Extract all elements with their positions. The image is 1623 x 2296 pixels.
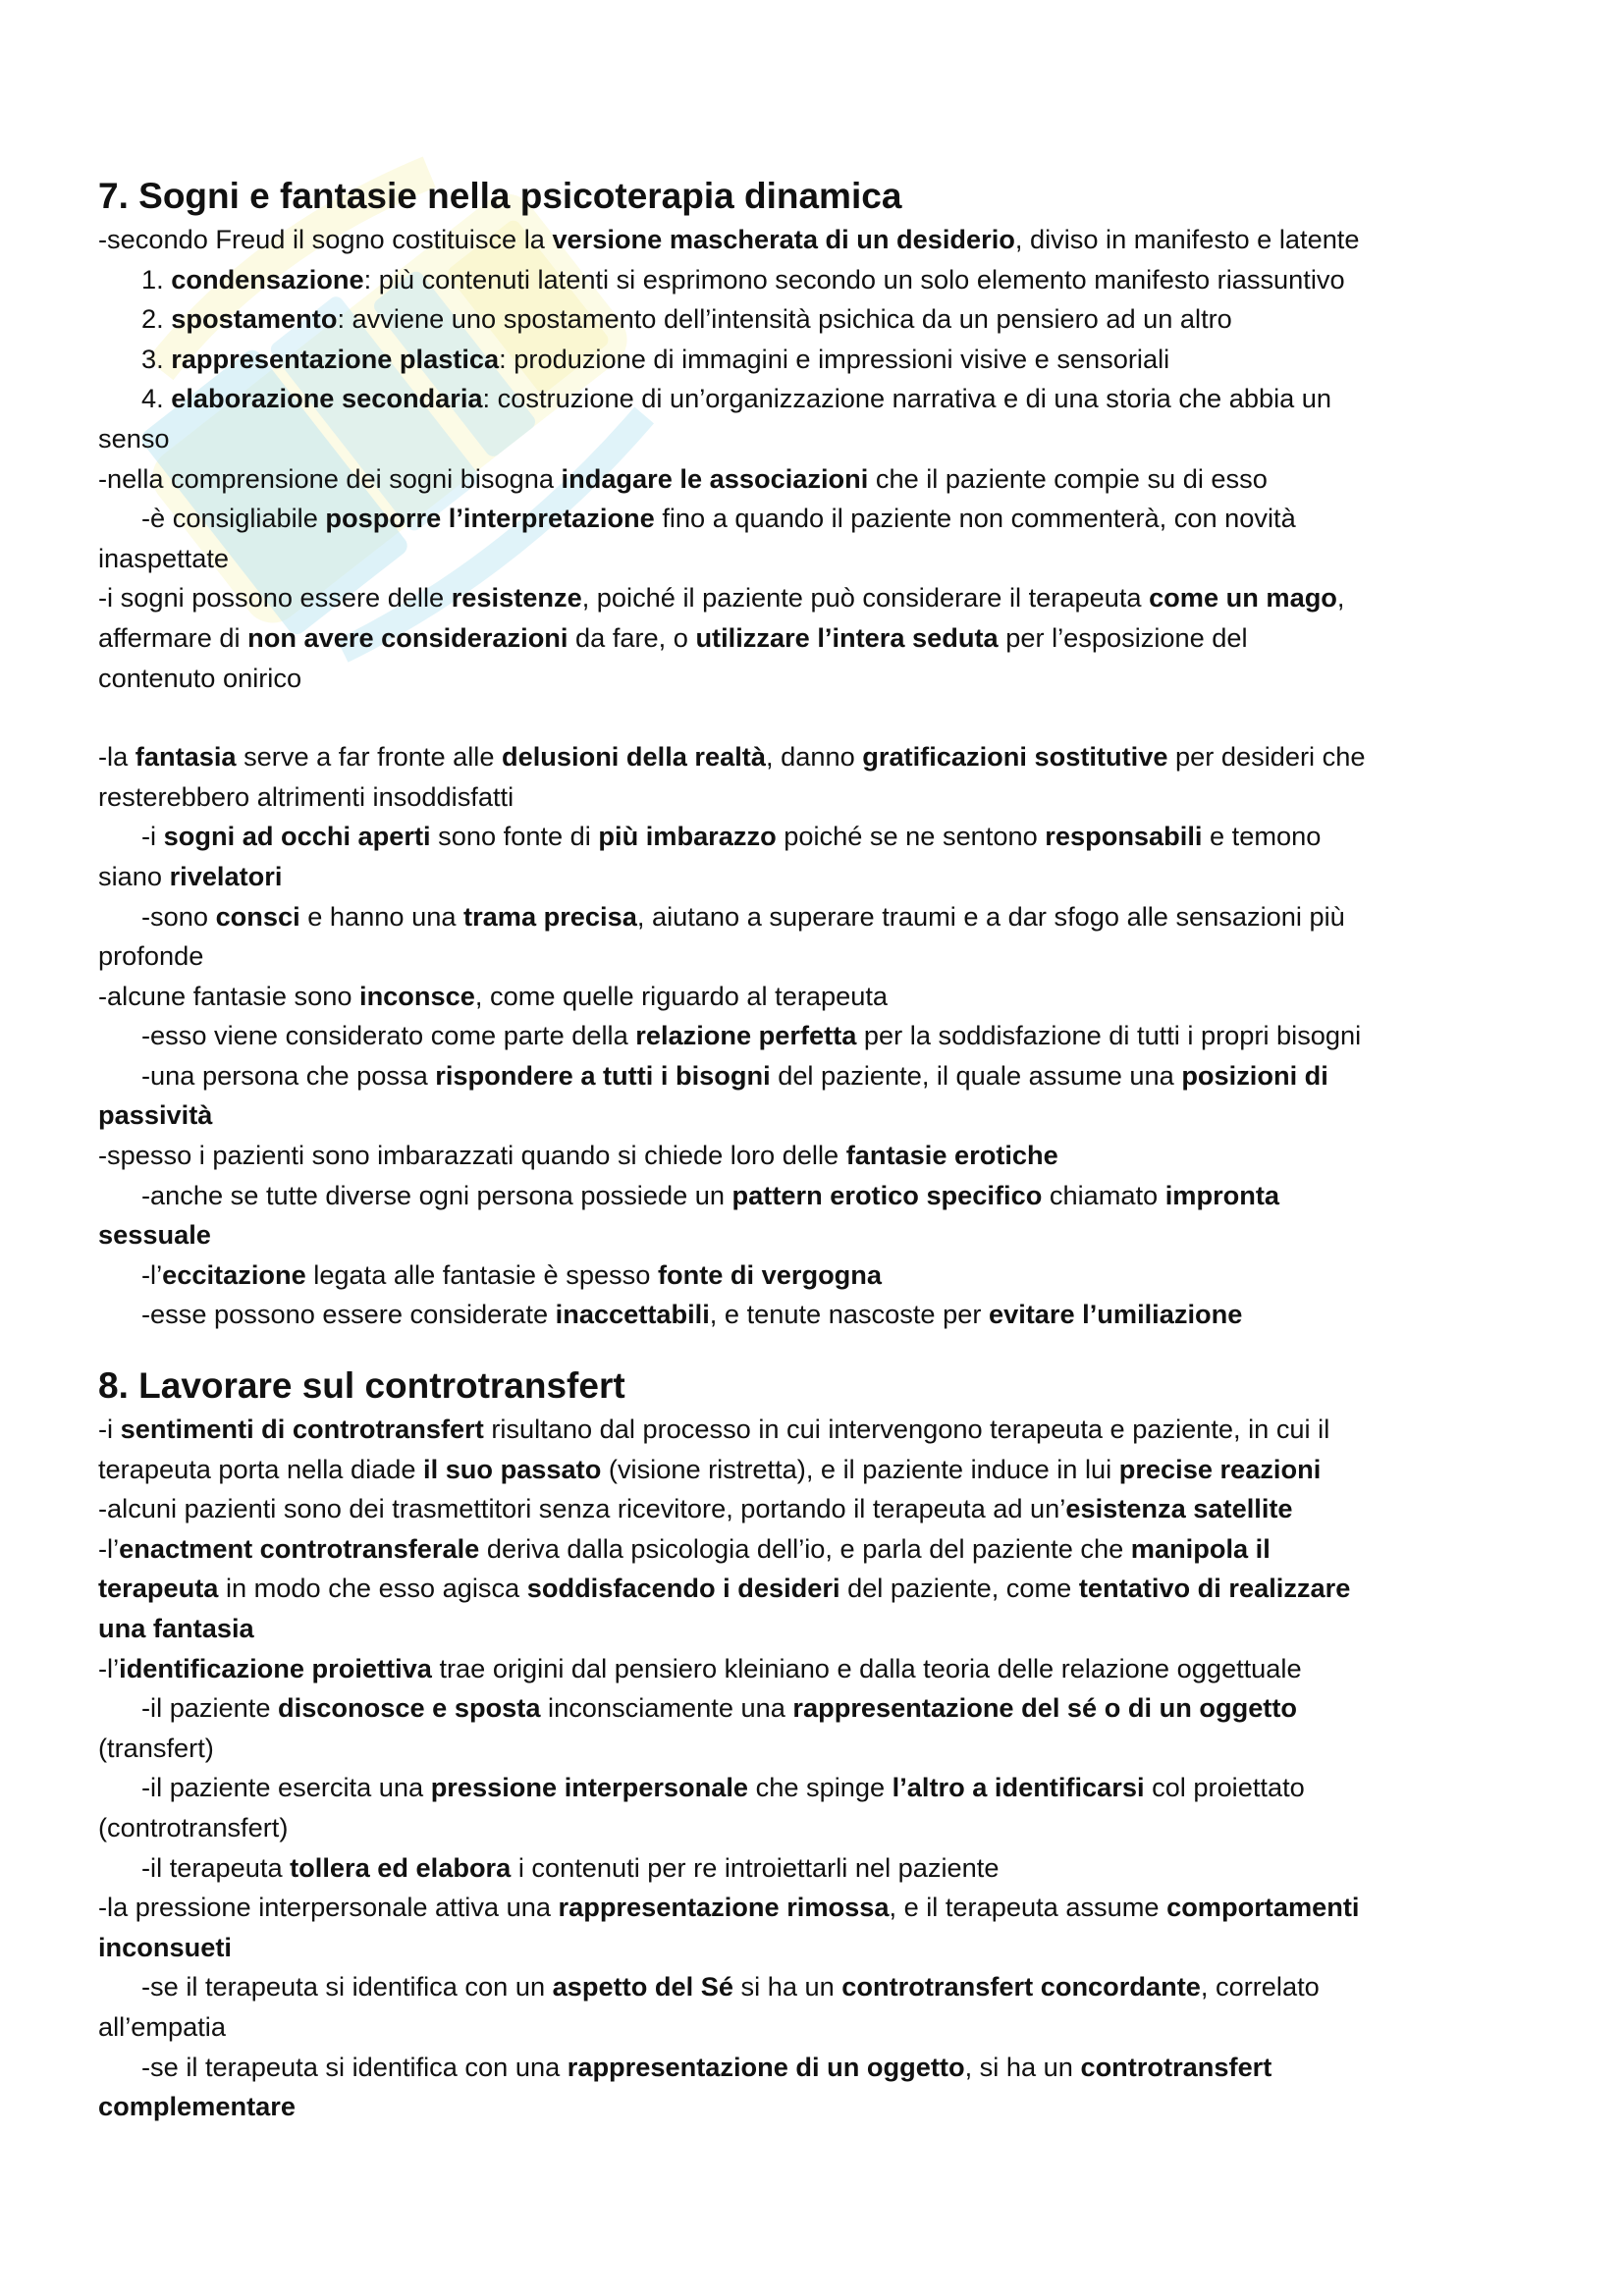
bold-text: disconosce e sposta xyxy=(278,1692,541,1724)
bold-text: rappresentazione rimossa xyxy=(558,1892,890,1923)
text-run: siano xyxy=(98,860,170,891)
text-line xyxy=(98,1768,1542,1808)
text-run: -se il terapeuta si identifica con una xyxy=(141,2051,568,2082)
text-run: -alcuni pazienti sono dei trasmettitori senza ricevitore, portando il terapeuta ad un’ xyxy=(98,1493,1066,1524)
text-run: -l’ xyxy=(98,1532,120,1564)
bold-text: trama precisa xyxy=(463,900,637,932)
text-run: senso xyxy=(98,422,170,454)
text-run: col proiettato xyxy=(1144,1772,1305,1803)
text-run: i contenuti per re introiettarli nel paziente xyxy=(511,1851,1000,1883)
text-line xyxy=(98,936,1542,977)
text-run: deriva dalla psicologia dell’io, e parla del paziente che xyxy=(479,1532,1131,1564)
bold-text: gratificazioni sostitutive xyxy=(862,741,1168,773)
text-run: serve a far fronte alle xyxy=(236,741,503,773)
bold-text: complementare xyxy=(98,2091,296,2122)
text-line xyxy=(98,499,1542,539)
text-run: -esse possono essere considerate xyxy=(141,1299,556,1330)
text-run: -il terapeuta xyxy=(141,1851,291,1883)
text-run: , poiché il paziente può considerare il terapeuta xyxy=(581,582,1150,614)
section-7-intro xyxy=(98,220,1542,260)
bold-text: versione mascherata di un desiderio xyxy=(552,224,1015,254)
text-run: risultano dal processo in cui intervengono terapeuta e paziente, in cui il xyxy=(483,1414,1330,1445)
bold-text: il suo passato xyxy=(423,1453,602,1484)
text-line xyxy=(98,2048,1542,2088)
bold-text: sogni ad occhi aperti xyxy=(163,821,431,852)
text-line xyxy=(98,1489,1542,1529)
section-7-title: 7. Sogni e fantasie nella psicoterapia dinamica xyxy=(98,176,902,216)
text-line xyxy=(98,1928,1542,1968)
text-run: (transfert) xyxy=(98,1732,214,1763)
text-line xyxy=(98,618,1542,659)
bold-text: enactment controtransferale xyxy=(119,1532,480,1564)
text-run: : costruzione di un’organizzazione narrativa e di una storia che abbia un xyxy=(482,383,1332,414)
bold-text: inconsce xyxy=(359,980,475,1011)
text-line xyxy=(98,1649,1542,1689)
text-run: che spinge xyxy=(748,1772,893,1803)
bold-text: resistenze xyxy=(451,582,582,614)
text-run: , come quelle riguardo al terapeuta xyxy=(474,980,889,1011)
text-run: -l’ xyxy=(98,1652,120,1683)
bold-text: condensazione xyxy=(171,263,364,294)
text-run: -secondo Freud il sogno costituisce la xyxy=(98,224,553,254)
text-run: trae origini dal pensiero kleiniano e dalla teoria delle relazione oggettuale xyxy=(431,1652,1302,1683)
text-line xyxy=(98,1888,1542,1928)
text-run: -l’ xyxy=(141,1258,163,1290)
bold-text: spostamento xyxy=(171,303,338,335)
text-run: -una persona che possa xyxy=(141,1059,436,1091)
section-8-body xyxy=(98,1410,1542,2127)
text-line xyxy=(98,578,1542,618)
text-run: da fare, o xyxy=(568,621,696,653)
numbered-item xyxy=(98,299,1542,340)
text-run: chiamato xyxy=(1042,1179,1165,1210)
text-run: , diviso in manifesto e latente xyxy=(1014,224,1360,254)
bold-text: esistenza satellite xyxy=(1065,1493,1293,1524)
text-run: , danno xyxy=(765,741,863,773)
bold-text: rappresentazione plastica xyxy=(171,343,500,374)
bold-text: terapeuta xyxy=(98,1573,219,1604)
bold-text: fantasie erotiche xyxy=(845,1140,1058,1171)
text-line xyxy=(98,459,1542,500)
bold-text: identificazione proiettiva xyxy=(119,1652,432,1683)
bold-text: tentativo di realizzare xyxy=(1078,1573,1351,1604)
text-run: 1. xyxy=(141,263,172,294)
bold-text: manipola il xyxy=(1130,1532,1271,1564)
text-line xyxy=(98,1176,1542,1216)
bold-text: relazione perfetta xyxy=(635,1020,857,1051)
text-run: inconsciamente una xyxy=(540,1692,793,1724)
text-run: del paziente, il quale assume una xyxy=(770,1059,1182,1091)
text-run: , aiutano a superare traumi e a dar sfogo alle sensazioni più xyxy=(636,900,1345,932)
text-run: per desideri che xyxy=(1167,741,1366,773)
text-line xyxy=(98,1095,1542,1136)
text-line xyxy=(98,1569,1542,1609)
bold-text: non avere considerazioni xyxy=(247,621,568,653)
text-line xyxy=(98,737,1542,777)
bold-text: pattern erotico specifico xyxy=(731,1179,1043,1210)
text-run: -i sogni possono essere delle xyxy=(98,582,452,614)
text-run: e temono xyxy=(1202,821,1322,852)
bold-text: sentimenti di controtransfert xyxy=(120,1414,484,1445)
text-run: , xyxy=(1336,582,1345,614)
text-line xyxy=(98,419,1542,459)
text-run: inaspettate xyxy=(98,542,230,573)
text-run: , si ha un xyxy=(964,2051,1081,2082)
text-line xyxy=(98,1410,1542,1450)
bold-text: come un mago xyxy=(1149,582,1337,614)
text-run: -i xyxy=(141,821,164,852)
text-run: contenuto onirico xyxy=(98,662,302,693)
text-run: -nella comprensione dei sogni bisogna xyxy=(98,462,562,494)
text-line xyxy=(98,817,1542,857)
bold-text: controtransfert concordante xyxy=(841,1971,1201,2002)
bold-text: utilizzare l’intera seduta xyxy=(695,621,999,653)
text-run: -spesso i pazienti sono imbarazzati quando si chiede loro delle xyxy=(98,1140,846,1171)
bold-text: rappresentazione del sé o di un oggetto xyxy=(792,1692,1298,1724)
bold-text: fonte di vergogna xyxy=(657,1258,883,1290)
text-line xyxy=(98,659,1542,699)
text-run: (visione ristretta), e il paziente induce in lui xyxy=(601,1453,1119,1484)
text-line xyxy=(98,1967,1542,2007)
text-run: -esso viene considerato come parte della xyxy=(141,1020,636,1051)
text-run: 2. xyxy=(141,303,172,335)
text-run: -la xyxy=(98,741,135,773)
text-run: -se il terapeuta si identifica con un xyxy=(141,1971,553,2002)
text-run: 3. xyxy=(141,343,172,374)
text-run: del paziente, come xyxy=(839,1573,1079,1604)
text-line xyxy=(98,1136,1542,1176)
text-run: -la pressione interpersonale attiva una xyxy=(98,1892,559,1923)
text-run: -è consigliabile xyxy=(141,503,326,534)
text-run: -alcune fantasie sono xyxy=(98,980,360,1011)
text-run: -il paziente xyxy=(141,1692,279,1724)
text-line xyxy=(98,777,1542,818)
bold-text: inconsueti xyxy=(98,1931,232,1962)
text-line xyxy=(98,2007,1542,2048)
text-line xyxy=(98,1215,1542,1255)
bold-text: eccitazione xyxy=(162,1258,306,1290)
bold-text: evitare l’umiliazione xyxy=(988,1299,1243,1330)
bold-text: rappresentazione di un oggetto xyxy=(567,2051,965,2082)
bold-text: l’altro a identificarsi xyxy=(892,1772,1145,1803)
text-run: si ha un xyxy=(732,1971,842,2002)
bold-text: più imbarazzo xyxy=(598,821,777,852)
text-line xyxy=(98,1016,1542,1056)
text-run: affermare di xyxy=(98,621,248,653)
text-run: e hanno una xyxy=(299,900,464,932)
text-line xyxy=(98,1255,1542,1296)
numbered-item xyxy=(98,340,1542,380)
text-run: (controtransfert) xyxy=(98,1811,289,1842)
text-run: 4. xyxy=(141,383,172,414)
text-run: : produzione di immagini e impressioni visive e sensoriali xyxy=(499,343,1170,374)
text-line xyxy=(98,539,1542,579)
text-run: sono fonte di xyxy=(430,821,599,852)
bold-text: impronta xyxy=(1164,1179,1280,1210)
bold-text: aspetto del Sé xyxy=(552,1971,733,2002)
text-line xyxy=(98,220,1542,260)
bold-text: rivelatori xyxy=(169,860,283,891)
text-run: terapeuta porta nella diade xyxy=(98,1453,424,1484)
section-7-numbered-list xyxy=(98,260,1542,419)
text-run: -il paziente esercita una xyxy=(141,1772,431,1803)
text-run: -anche se tutte diverse ogni persona possiede un xyxy=(141,1179,732,1210)
numbered-item xyxy=(98,260,1542,300)
text-run: , e tenute nascoste per xyxy=(709,1299,989,1330)
bold-text: sessuale xyxy=(98,1219,211,1251)
bold-text: controtransfert xyxy=(1080,2051,1272,2082)
text-run: profonde xyxy=(98,940,204,972)
text-run: fino a quando il paziente non commenterà, con novità xyxy=(654,503,1296,534)
section-8-title: 8. Lavorare sul controtransfert xyxy=(98,1365,625,1407)
bold-text: fantasia xyxy=(135,741,237,773)
bold-text: comportamenti xyxy=(1166,1892,1360,1923)
text-run: : più contenuti latenti si esprimono secondo un solo elemento manifesto riassuntivo xyxy=(363,263,1345,294)
bold-text: tollera ed elabora xyxy=(290,1851,512,1883)
text-line xyxy=(98,1295,1542,1335)
bold-text: rispondere a tutti i bisogni xyxy=(435,1059,771,1091)
text-line xyxy=(98,1808,1542,1848)
text-run: : avviene uno spostamento dell’intensità psichica da un pensiero ad un altro xyxy=(337,303,1232,335)
document-page xyxy=(98,173,1542,2127)
bold-text: responsabili xyxy=(1045,821,1203,852)
bold-text: precise reazioni xyxy=(1118,1453,1322,1484)
text-line xyxy=(98,1848,1542,1889)
text-run: che il paziente compie su di esso xyxy=(868,462,1268,494)
bold-text: pressione interpersonale xyxy=(430,1772,749,1803)
text-run: per l’esposizione del xyxy=(998,621,1248,653)
paragraph-gap xyxy=(98,698,1542,737)
text-line xyxy=(98,1609,1542,1649)
bold-text: inaccettabili xyxy=(555,1299,710,1330)
text-run: all’empatia xyxy=(98,2010,226,2042)
bold-text: soddisfacendo i desideri xyxy=(526,1573,840,1604)
text-line xyxy=(98,1056,1542,1096)
text-line xyxy=(98,1529,1542,1570)
bold-text: passività xyxy=(98,1099,213,1131)
text-run: resterebbero altrimenti insoddisfatti xyxy=(98,780,514,812)
text-line xyxy=(98,1450,1542,1490)
text-run: poiché se ne sentono xyxy=(776,821,1046,852)
bold-text: posizioni di xyxy=(1181,1059,1328,1091)
text-line xyxy=(98,977,1542,1017)
section-7-body xyxy=(98,419,1542,1335)
text-run: -i xyxy=(98,1414,121,1445)
bold-text: indagare le associazioni xyxy=(561,462,869,494)
text-line xyxy=(98,897,1542,937)
text-line xyxy=(98,1729,1542,1769)
bold-text: delusioni della realtà xyxy=(502,741,766,773)
text-run: in modo che esso agisca xyxy=(218,1573,527,1604)
text-run: per la soddisfazione di tutti i propri bisogni xyxy=(856,1020,1362,1051)
text-line xyxy=(98,1688,1542,1729)
text-line xyxy=(98,857,1542,897)
bold-text: consci xyxy=(215,900,300,932)
text-run: -sono xyxy=(141,900,216,932)
bold-text: una fantasia xyxy=(98,1613,254,1643)
bold-text: posporre l’interpretazione xyxy=(325,503,655,534)
bold-text: elaborazione secondaria xyxy=(171,383,483,414)
text-line xyxy=(98,2087,1542,2127)
text-run: , e il terapeuta assume xyxy=(889,1892,1167,1923)
numbered-item xyxy=(98,379,1542,419)
text-run: , correlato xyxy=(1200,1971,1320,2002)
text-run: legata alle fantasie è spesso xyxy=(305,1258,658,1290)
